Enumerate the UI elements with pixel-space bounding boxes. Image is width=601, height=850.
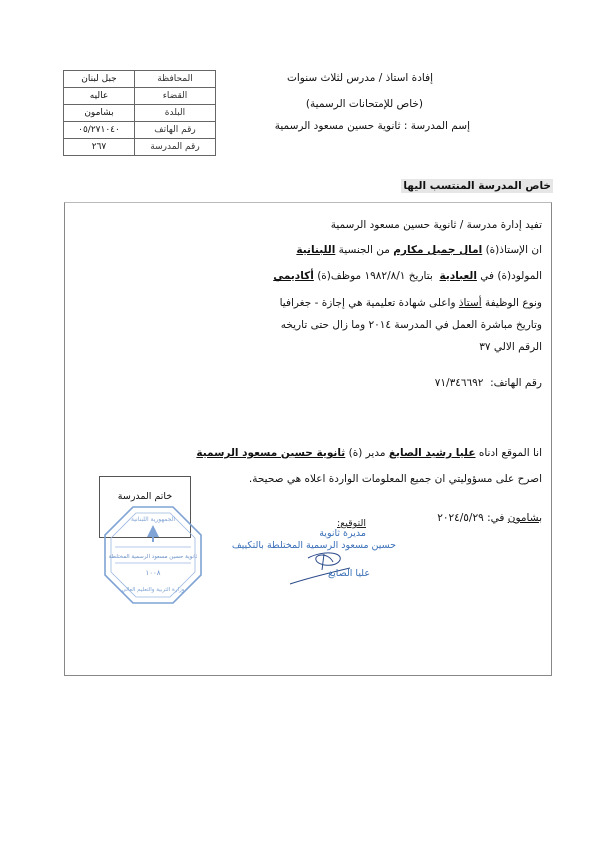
job-type: أستاذ bbox=[458, 297, 482, 309]
text: موظف(ة) bbox=[317, 270, 362, 282]
text: مدير (ة) bbox=[348, 447, 386, 459]
text: المولود(ة) في bbox=[480, 270, 542, 282]
info-row bbox=[64, 139, 216, 156]
school-seal-icon bbox=[103, 505, 203, 605]
birthplace: العبادية bbox=[439, 270, 477, 282]
info-row bbox=[64, 122, 216, 139]
info-row bbox=[64, 71, 216, 88]
text: ونوع الوظيفة bbox=[484, 297, 542, 309]
info-row bbox=[64, 105, 216, 122]
declaration-line-2 bbox=[296, 244, 542, 256]
declaration-line-3 bbox=[273, 270, 542, 282]
seal-number: ١٠٠٨ bbox=[145, 569, 161, 577]
info-label: المحافظة bbox=[135, 71, 216, 88]
document-title: إفادة استاذ / مدرس لثلاث سنوات bbox=[286, 72, 433, 84]
info-value: جبل لبنان bbox=[64, 71, 135, 88]
place: بشامون bbox=[507, 512, 542, 524]
info-row bbox=[64, 88, 216, 105]
signature-stamp-line-3: عليا الصايغ bbox=[328, 568, 370, 579]
info-value: ٠٥/٢٧١٠٤٠ bbox=[64, 122, 135, 139]
nationality: اللبنانية bbox=[296, 244, 336, 256]
text: من الجنسية bbox=[338, 244, 390, 256]
seal-text-bottom: وزارة التربية والتعليم العالي bbox=[121, 587, 185, 593]
date-value: ٢٠٢٤/٥/٢٩ bbox=[437, 512, 484, 524]
info-label: رقم المدرسة bbox=[135, 139, 216, 156]
declaration-line-4 bbox=[280, 297, 542, 309]
school-info-table bbox=[63, 70, 216, 156]
stamp-label: خاتم المدرسة bbox=[117, 491, 173, 502]
text: ان الإستاذ(ة) bbox=[485, 244, 542, 256]
info-label: رقم الهاتف bbox=[135, 122, 216, 139]
declaration-line-1: تفيد إدارة مدرسة / ثانوية حسين مسعود الرسمية bbox=[330, 219, 542, 231]
signer-name: عليا رشيد الصايغ bbox=[388, 447, 476, 459]
date-label: في: bbox=[487, 512, 505, 524]
birth-date: بتاريخ ١٩٨٢/٨/١ bbox=[364, 270, 433, 282]
seal-text-mid: ثانوية حسين مسعود الرسمية المختلطة bbox=[108, 554, 198, 560]
school-label: إسم المدرسة : bbox=[403, 120, 470, 132]
teacher-name: امال جميل مكارم bbox=[393, 244, 483, 256]
employment-type: أكاديمي bbox=[273, 270, 314, 282]
signature-stamp-line-2: حسين مسعود الرسمية المختلطة بالتكييف bbox=[231, 540, 396, 551]
school-name-line bbox=[275, 120, 470, 132]
info-value: ٢٦٧ bbox=[64, 139, 135, 156]
declaration-line-6: الرقم الالي ٣٧ bbox=[479, 341, 542, 353]
info-label: القضاء bbox=[135, 88, 216, 105]
phone-value: ٧١/٣٤٦٦٩٢ bbox=[434, 377, 484, 389]
signer-school: ثانوية حسين مسعود الرسمية bbox=[196, 447, 346, 459]
document-subtitle: (خاص للإمتحانات الرسمية) bbox=[305, 98, 423, 110]
seal-text-top: الجمهورية اللبنانية bbox=[130, 516, 176, 523]
handwritten-signature-icon bbox=[288, 548, 358, 586]
text: انا الموقع ادناه bbox=[478, 447, 542, 459]
section-heading: خاص المدرسة المنتسب اليها bbox=[403, 180, 551, 192]
info-value: عاليه bbox=[64, 88, 135, 105]
text: واعلى شهادة تعليمية هي إجازة - جغرافيا bbox=[279, 297, 456, 309]
signature-stamp-line-1: مديرة ثانوية bbox=[319, 528, 366, 539]
info-value: بشامون bbox=[64, 105, 135, 122]
phone-line bbox=[435, 377, 542, 389]
phone-label: رقم الهاتف: bbox=[490, 377, 542, 389]
declaration-line-9: اصرح على مسؤوليتي ان جميع المعلومات الواردة اعلاه هي صحيحة. bbox=[248, 473, 542, 485]
info-label: البلدة bbox=[135, 105, 216, 122]
school-name: ثانوية حسين مسعود الرسمية bbox=[274, 120, 401, 132]
declaration-line-5: وتاريخ مباشرة العمل في المدرسة ٢٠١٤ وما زال حتى تاريخه bbox=[280, 319, 542, 331]
signature-block bbox=[231, 518, 396, 588]
place-date-line bbox=[437, 512, 542, 524]
declaration-line-8 bbox=[196, 447, 542, 459]
signature-label: التوقيع: bbox=[337, 518, 366, 529]
